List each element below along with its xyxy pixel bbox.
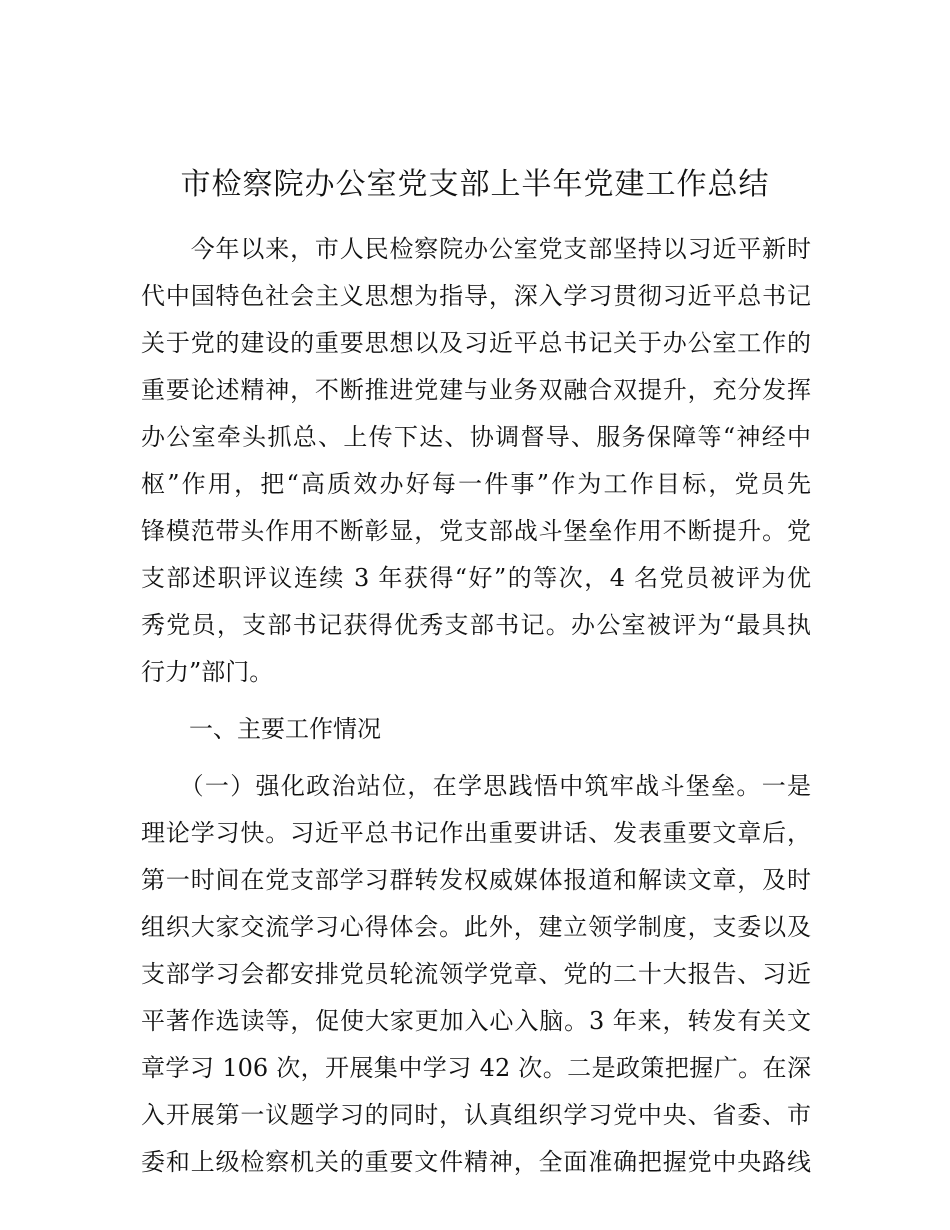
body-line-8: 支部述职评议连续 3 年获得“好”的等次，4 名党员被评为优 [141, 564, 811, 592]
body-line-1: 今年以来，市人民检察院办公室党支部坚持以习近平新时 [141, 235, 811, 263]
body-line-12: 理论学习快。习近平总书记作出重要讲话、发表重要文章后， [141, 819, 811, 847]
body-line-19: 委和上级检察机关的重要文件精神，全面准确把握党中央路线 [141, 1148, 811, 1176]
body-line-7: 锋模范带头作用不断彰显，党支部战斗堡垒作用不断提升。党 [141, 517, 811, 545]
body-line-3: 关于党的建设的重要思想以及习近平总书记关于办公室工作的 [141, 329, 811, 357]
body-line-6: 枢”作用，把“高质效办好每一件事”作为工作目标，党员先 [141, 470, 811, 498]
body-line-11: （一）强化政治站位，在学思践悟中筑牢战斗堡垒。一是 [141, 772, 811, 800]
section-heading-1: 一、主要工作情况 [141, 715, 381, 743]
body-line-13: 第一时间在党支部学习群转发权威媒体报道和解读文章，及时 [141, 866, 811, 894]
body-line-16: 平著作选读等，促使大家更加入心入脑。3 年来，转发有关文 [141, 1007, 811, 1035]
body-line-18: 入开展第一议题学习的同时，认真组织学习党中央、省委、市 [141, 1101, 811, 1129]
body-line-9: 秀党员，支部书记获得优秀支部书记。办公室被评为“最具执 [141, 611, 811, 639]
body-line-15: 支部学习会都安排党员轮流领学党章、党的二十大报告、习近 [141, 960, 811, 988]
body-line-5: 办公室牵头抓总、上传下达、协调督导、服务保障等“神经中 [141, 423, 811, 451]
body-line-2: 代中国特色社会主义思想为指导，深入学习贯彻习近平总书记 [141, 282, 811, 310]
body-line-17: 章学习 106 次，开展集中学习 42 次。二是政策把握广。在深 [141, 1054, 811, 1082]
body-line-4: 重要论述精神，不断推进党建与业务双融合双提升，充分发挥 [141, 376, 811, 404]
document-title: 市检察院办公室党支部上半年党建工作总结 [180, 167, 770, 202]
body-line-14: 组织大家交流学习心得体会。此外，建立领学制度，支委以及 [141, 913, 811, 941]
body-line-10: 行力”部门。 [141, 658, 274, 686]
